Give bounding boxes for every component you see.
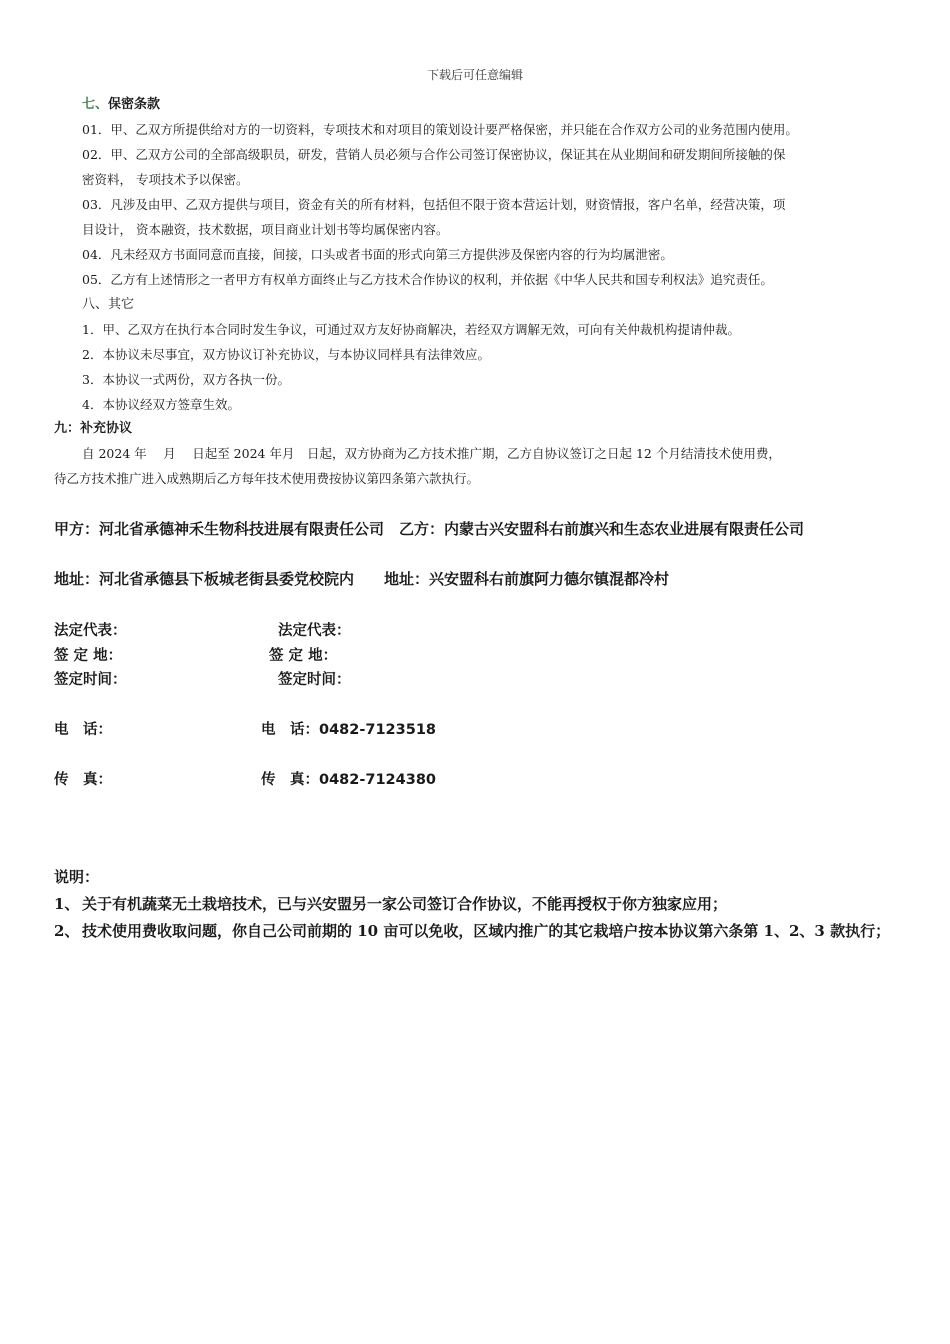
left-sign-time: 签定时间： <box>54 672 127 688</box>
header-note: 下载后可任意编辑 <box>426 68 523 82</box>
section-9-line-1: 自 2024 年 月 日起至 2024 年月 日起，双方协商为乙方技术推广期，乙方自协议签订之日起 12 个月结清技术使用费， <box>82 446 781 461</box>
clause-7-04: 04．凡未经双方书面同意而直接，间接，口头或者书面的形式向第三方提供涉及保密内容的行为均属泄密。 <box>82 247 673 262</box>
note-item <box>54 891 904 918</box>
note-text: 技术使用费收取问题，你自己公司前期的 10 亩可以免收，区域内推广的其它栽培户按本协议第六条第 1、2、3 款执行； <box>82 922 891 940</box>
section-7-title: 保密条款 <box>108 97 161 112</box>
clause-7-05: 05．乙方有上述情形之一者甲方有权单方面终止与乙方技术合作协议的权利，并依据《中华人民共和国专利权法》追究责任。 <box>82 272 773 287</box>
clause-7-01: 01．甲、乙双方所提供给对方的一切资料，专项技术和对项目的策划设计要严格保密，并只能在合作双方公司的业务范围内使用。 <box>82 122 798 137</box>
note-item <box>54 918 904 945</box>
clause-8-1: 1．甲、乙双方在执行本合同时发生争议，可通过双方友好协商解决，若经双方调解无效，可向有关仲裁机构提请仲裁。 <box>82 322 740 337</box>
section-7-number: 七、 <box>82 97 109 112</box>
notes-section <box>54 864 904 945</box>
note-text: 关于有机蔬菜无土栽培技术，已与兴安盟另一家公司签订合作协议，不能再授权于你方独家应用； <box>82 895 728 913</box>
right-sign-place: 签 定 地： <box>269 648 338 664</box>
clause-8-4: 4．本协议经双方签章生效。 <box>82 397 240 412</box>
party-addresses: 地址：河北省承德县下板城老街县委党校院内 地址：兴安盟科右前旗阿力德尔镇混都冷村 <box>54 570 670 588</box>
section-9-line-2: 待乙方技术推广进入成熟期后乙方每年技术使用费按协议第四条第六款执行。 <box>54 471 480 486</box>
left-phone: 电 话： <box>54 722 112 738</box>
clause-7-03: 03．凡涉及由甲、乙双方提供与项目，资金有关的所有材料，包括但不限于资本营运计划，财资情报，客户名单，经营决策，项 <box>82 197 786 212</box>
clause-8-3: 3．本协议一式两份，双方各执一份。 <box>82 372 290 387</box>
clause-8-2: 2．本协议未尽事宜，双方协议订补充协议，与本协议同样具有法律效应。 <box>82 347 490 362</box>
left-sign-place: 签 定 地： <box>54 648 123 664</box>
note-number: 1、 <box>54 895 80 913</box>
notes-title: 说明： <box>54 868 100 886</box>
contract-body <box>54 92 904 491</box>
section-8-heading: 八、其它 <box>82 297 135 312</box>
section-7-heading <box>82 92 904 117</box>
section-9-paragraph <box>54 441 904 491</box>
right-phone: 电 话：0482-7123518 <box>261 722 436 738</box>
section-9-heading: 九：补充协议 <box>54 421 133 436</box>
clause-7-03-cont: 目设计， 资本融资，技术数据，项目商业计划书等均属保密内容。 <box>82 222 449 237</box>
left-legal-rep: 法定代表： <box>54 623 127 639</box>
clause-7-02: 02．甲、乙双方公司的全部高级职员，研发，营销人员必须与合作公司签订保密协议，保证其在从业期间和研发期间所接触的保 <box>82 147 786 162</box>
party-names: 甲方：河北省承德神禾生物科技进展有限责任公司 乙方：内蒙古兴安盟科右前旗兴和生态农业进展有限责任公司 <box>54 520 805 538</box>
note-number: 2、 <box>54 922 80 940</box>
right-sign-time: 签定时间： <box>278 672 351 688</box>
right-fax: 传 真：0482-7124380 <box>261 772 436 788</box>
clause-7-02-cont: 密资料， 专项技术予以保密。 <box>82 172 249 187</box>
right-legal-rep: 法定代表： <box>278 623 351 639</box>
left-fax: 传 真： <box>54 772 112 788</box>
